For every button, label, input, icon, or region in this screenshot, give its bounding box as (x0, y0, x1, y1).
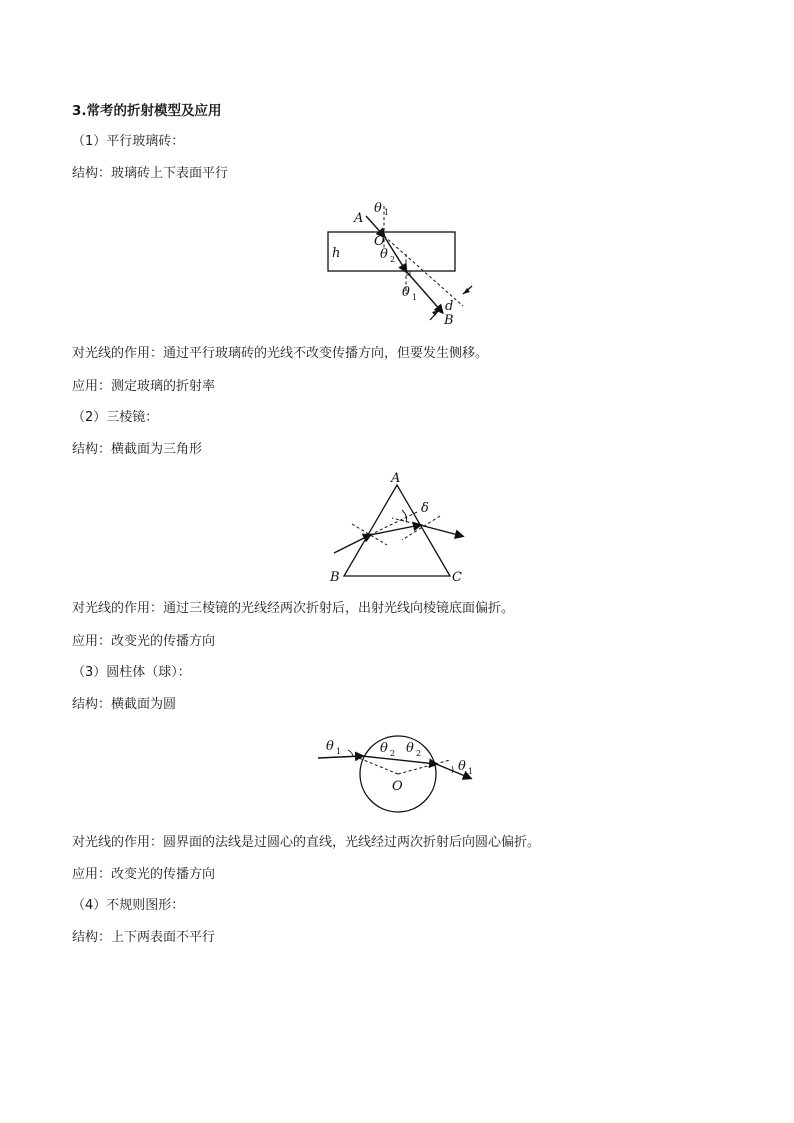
label-h: h (332, 246, 341, 261)
label-B: B (330, 570, 340, 585)
effect-text-prism: 对光线的作用：通过三棱镜的光线经两次折射后，出射光线向棱镜底面偏折。 (72, 601, 515, 616)
application-text-prism: 应用：改变光的传播方向 (72, 634, 216, 649)
label-theta1-right: θ (458, 759, 466, 774)
label-A: A (391, 471, 401, 486)
prism-inside-ray (370, 525, 420, 535)
structure-text-glass-slab: 结构：玻璃砖上下表面平行 (72, 166, 229, 181)
structure-text-irregular: 结构：上下两表面不平行 (72, 930, 216, 945)
label-d: d (445, 299, 454, 314)
emergent-ray (406, 271, 442, 312)
svg-text:1: 1 (468, 767, 474, 776)
label-theta1-bottom: θ (402, 285, 410, 300)
incident-ray (366, 216, 384, 236)
prism-diagram (322, 470, 472, 588)
subsection-title-glass-slab: （1）平行玻璃砖： (72, 134, 185, 149)
svg-text:1: 1 (384, 208, 390, 217)
label-theta1-top: θ (374, 201, 382, 216)
subsection-title-cylinder: （3）圆柱体（球）： (72, 665, 191, 680)
cylinder-diagram (312, 730, 482, 818)
glass-slab-diagram (318, 196, 488, 331)
label-theta1-left: θ (326, 739, 334, 754)
label-theta2: θ (380, 247, 388, 262)
section-heading: 3.常考的折射模型及应用 (72, 103, 222, 119)
subsection-title-prism: （2）三棱镜： (72, 410, 159, 425)
prism-incident-ray (334, 535, 370, 553)
glass-slab-rect (328, 232, 455, 271)
label-O: O (392, 779, 403, 794)
prism-triangle (344, 485, 450, 576)
cylinder-incident-ray (318, 756, 362, 758)
svg-text:1: 1 (412, 293, 418, 302)
label-theta2-left: θ (380, 741, 388, 756)
label-C: C (452, 570, 462, 585)
effect-text-cylinder: 对光线的作用：圆界面的法线是过圆心的直线，光线经过两次折射后向圆心偏折。 (72, 835, 541, 850)
svg-text:1: 1 (336, 747, 342, 756)
label-B: B (444, 313, 454, 328)
subsection-title-irregular: （4）不规则图形： (72, 898, 185, 913)
application-text-glass-slab: 应用：测定玻璃的折射率 (72, 379, 216, 394)
label-theta2-right: θ (406, 741, 414, 756)
application-text-cylinder: 应用：改变光的传播方向 (72, 867, 216, 882)
structure-text-prism: 结构：横截面为三角形 (72, 442, 203, 457)
effect-text-glass-slab: 对光线的作用：通过平行玻璃砖的光线不改变传播方向，但要发生侧移。 (72, 346, 489, 361)
label-O: O (374, 234, 385, 249)
cylinder-inside-ray (362, 756, 436, 764)
svg-text:2: 2 (390, 255, 396, 264)
svg-text:2: 2 (390, 749, 396, 758)
label-A: A (354, 211, 364, 226)
label-delta: δ (421, 501, 429, 516)
svg-text:2: 2 (416, 749, 422, 758)
structure-text-cylinder: 结构：横截面为圆 (72, 697, 177, 712)
